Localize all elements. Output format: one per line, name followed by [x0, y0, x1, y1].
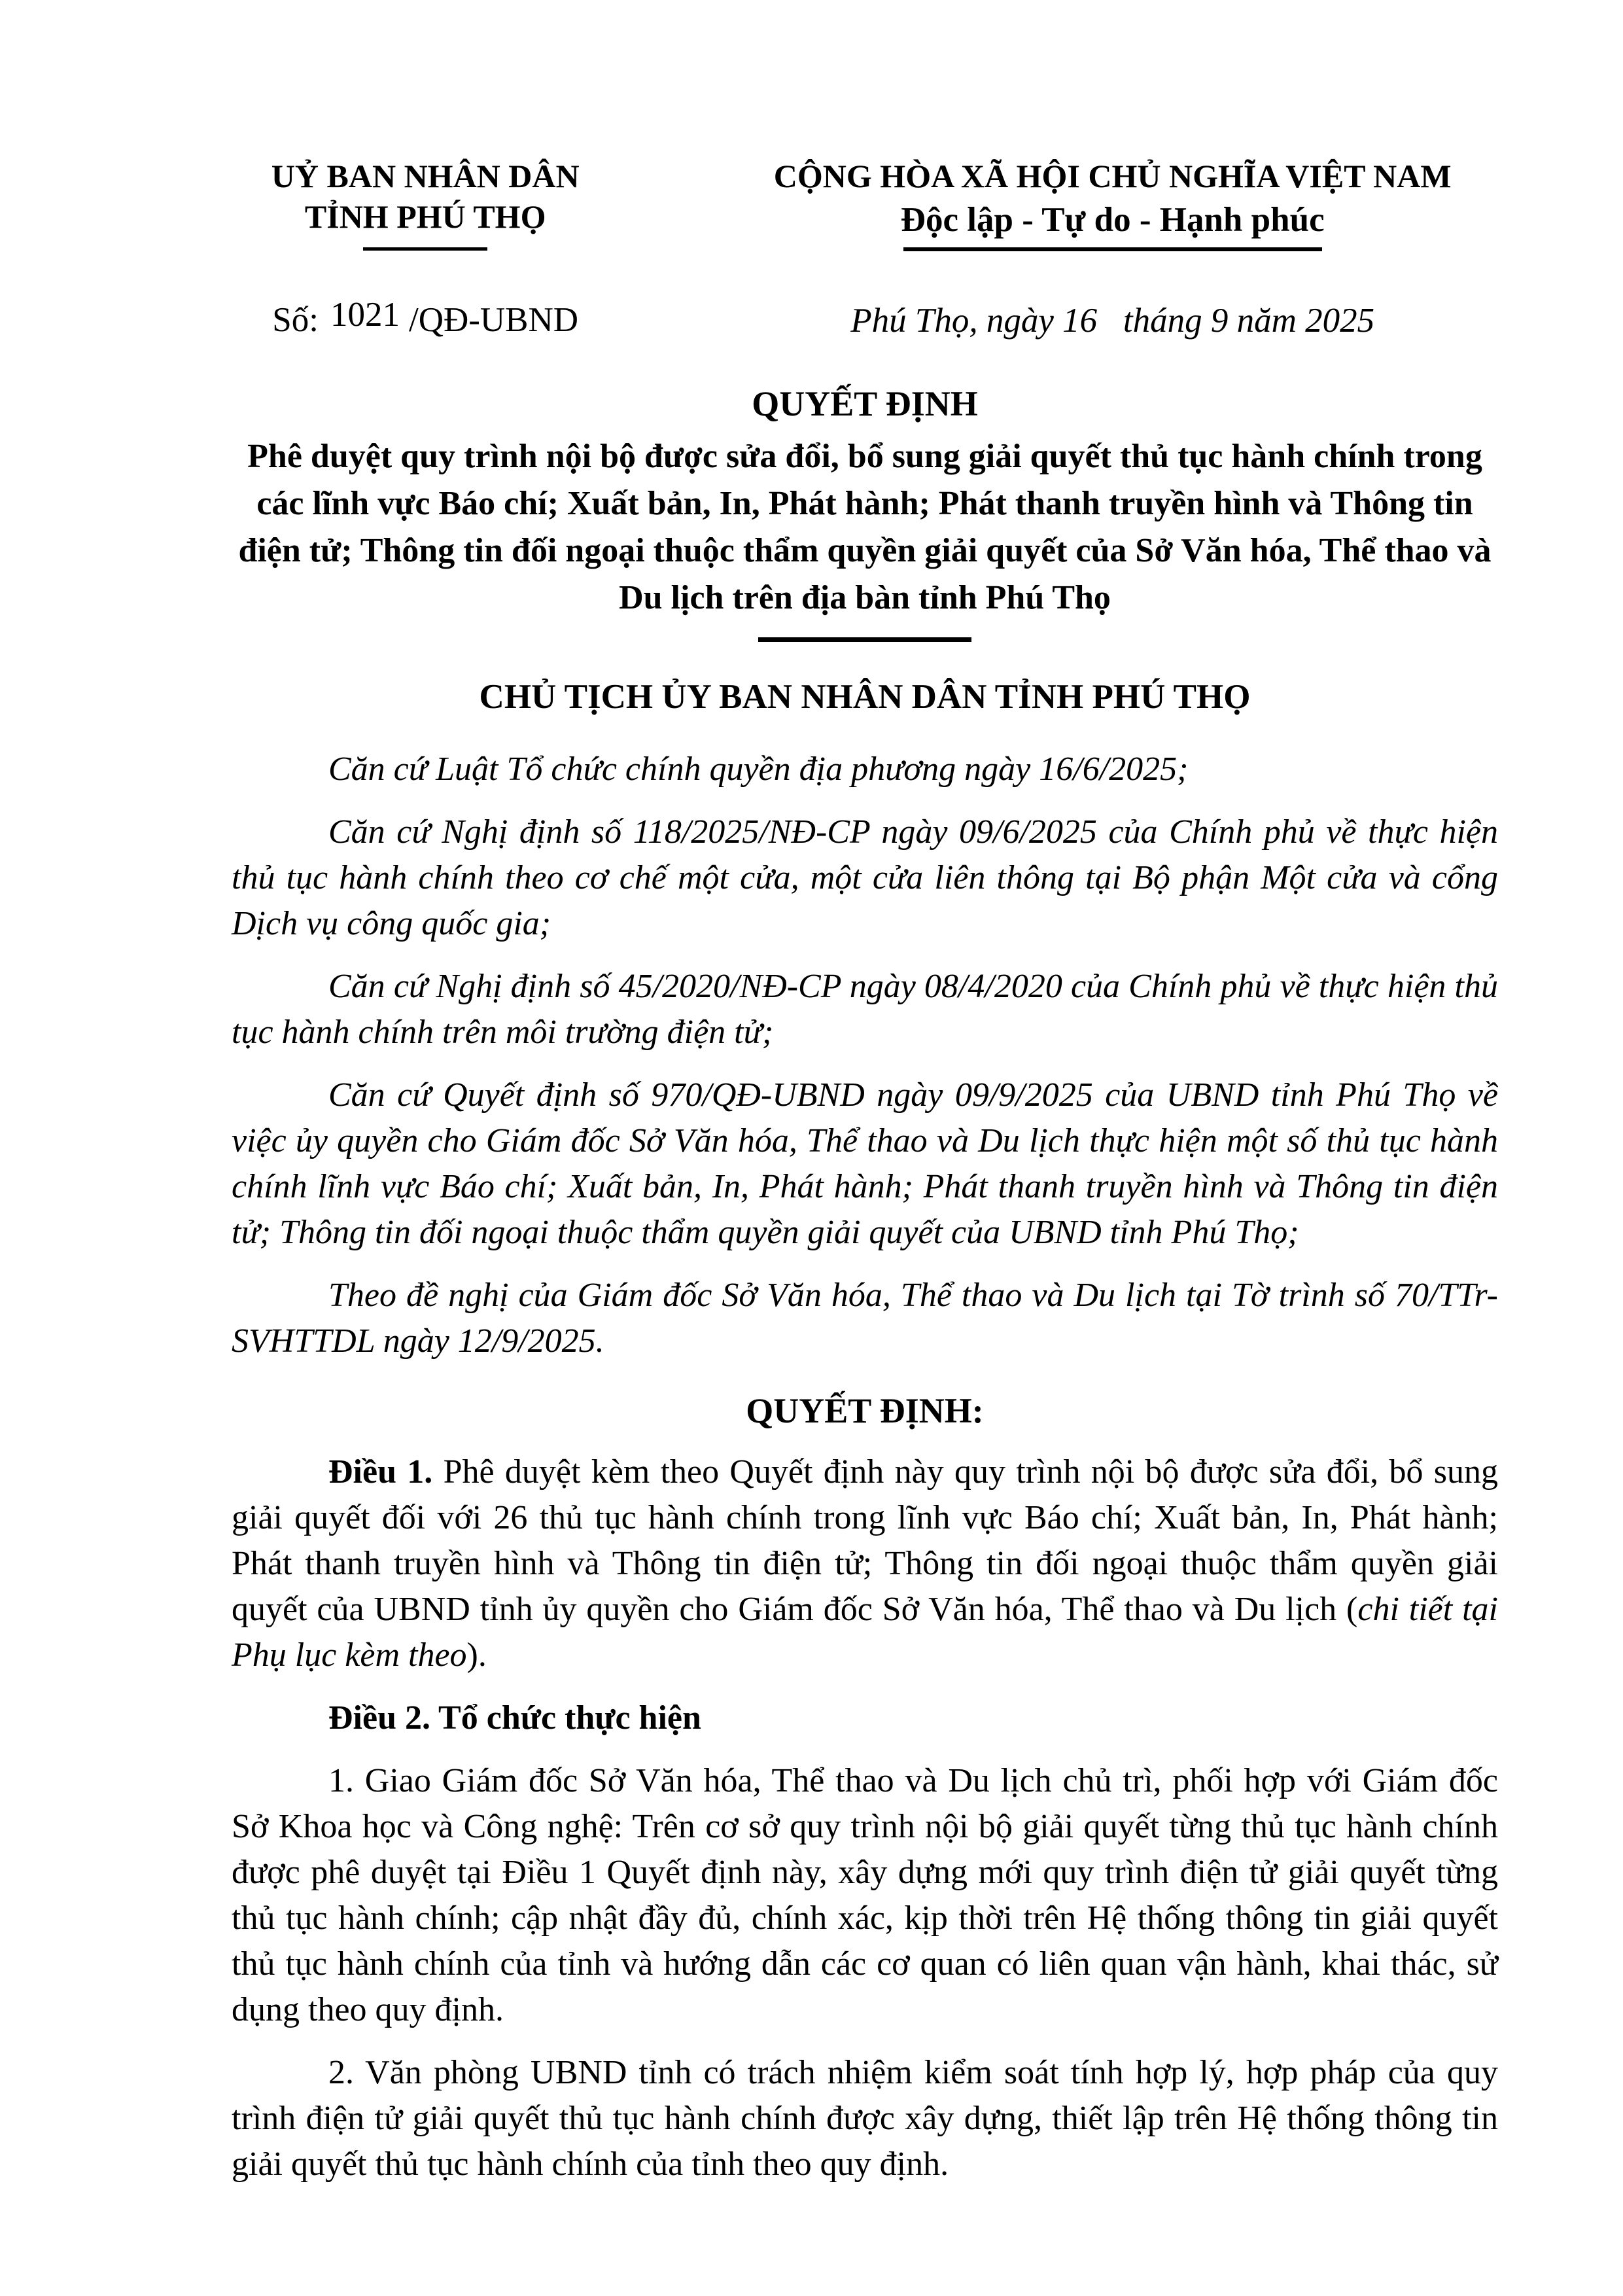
place-date-line: Phú Thọ, ngày 16 tháng 9 năm 2025 [850, 302, 1375, 340]
preamble-paragraph-2: Căn cứ Nghị định số 118/2025/NĐ-CP ngày 09/6/2025 của Chính phủ về thực hiện thủ tục hành chính theo cơ chế một cửa, một cửa liên thông tại Bộ phận Một cửa và cổng Dịch vụ công quốc gia; [232, 813, 1498, 942]
doc-number-value: 1021 [330, 296, 400, 334]
article2-heading: Điều 2. Tổ chức thực hiện [328, 1699, 701, 1737]
article2-clause-2: 2. Văn phòng UBND tỉnh có trách nhiệm kiểm soát tính hợp lý, hợp pháp của quy trình điện tử giải quyết thủ tục hành chính được xây dựng, thiết lập trên Hệ thống thông tin giải quyết thủ tục hành chính của tỉnh theo quy định. [232, 2054, 1498, 2183]
issuer-name-line1: UỶ BAN NHÂN DÂN [271, 158, 580, 194]
article1-label: Điều 1. [328, 1453, 433, 1491]
document-header [0, 0, 1623, 342]
preamble-paragraph-4: Căn cứ Quyết định số 970/QĐ-UBND ngày 09/9/2025 của UBND tỉnh Phú Thọ về việc ủy quyền cho Giám đốc Sở Văn hóa, Thể thao và Du lịch thực hiện một số thủ tục hành chính lĩnh vực Báo chí; Xuất bản, In, Phát hành; Phát thanh truyền hình và Thông tin điện tử; Thông tin đối ngoại thuộc thẩm quyền giải quyết của UBND tỉnh Phú Thọ; [232, 1076, 1498, 1251]
article1-paragraph [232, 1449, 1498, 1678]
article1-appendix-note: chi tiết tại Phụ lục kèm theo [232, 1591, 1498, 1674]
article1-text: Phê duyệt kèm theo Quyết định này quy trình nội bộ được sửa đổi, bổ sung giải quyết đối với 26 thủ tục hành chính trong lĩnh vực Báo chí; Xuất bản, In, Phát hành; Phát thanh truyền hình và Thông tin điện tử; Thông tin đối ngoại thuộc thẩm quyền giải quyết của UBND tỉnh ủy quyền cho Giám đốc Sở Văn hóa, Thể thao và Du lịch ( [232, 1453, 1499, 1628]
doc-number-label: Số: [272, 301, 319, 339]
document-subject: Phê duyệt quy trình nội bộ được sửa đổi, bổ sung giải quyết thủ tục hành chính trong các lĩnh vực Báo chí; Xuất bản, In, Phát hành; Phát thanh truyền hình và Thông tin điện tử; Thông tin đối ngoại thuộc thẩm quyền giải quyết của Sở Văn hóa, Thể thao và Du lịch trên địa bàn tỉnh Phú Thọ [238, 438, 1492, 616]
article2-clause-1: 1. Giao Giám đốc Sở Văn hóa, Thể thao và Du lịch chủ trì, phối hợp với Giám đốc Sở Khoa học và Công nghệ: Trên cơ sở quy trình nội bộ giải quyết từng thủ tục hành chính được phê duyệt tại Điều 1 Quyết định này, xây dựng mới quy trình điện tử giải quyết từng thủ tục hành chính; cập nhật đầy đủ, chính xác, kịp thời trên Hệ thống thông tin giải quyết thủ tục hành chính của tỉnh và hướng dẫn các cơ quan có liên quan vận hành, khai thác, sử dụng theo quy định. [232, 1762, 1498, 2028]
authority-heading: CHỦ TỊCH ỦY BAN NHÂN DÂN TỈNH PHÚ THỌ [479, 678, 1251, 716]
issuer-block [150, 156, 700, 342]
article1-closing: ). [466, 1636, 487, 1674]
motto-underline [903, 247, 1322, 251]
preamble-paragraph-5: Theo đề nghị của Giám đốc Sở Văn hóa, Thể thao và Du lịch tại Tờ trình số 70/TTr-SVHTTDL ngày 12/9/2025. [232, 1277, 1498, 1360]
doc-number-line [150, 296, 700, 341]
issuer-underline [363, 247, 487, 251]
document-type-title: QUYẾT ĐỊNH [752, 384, 978, 423]
national-name-line: CỘNG HÒA XÃ HỘI CHỦ NGHĨA VIỆT NAM [773, 158, 1452, 194]
title-rule [758, 637, 971, 642]
national-header-block [700, 156, 1525, 342]
preamble-paragraph-3: Căn cứ Nghị định số 45/2020/NĐ-CP ngày 08/4/2020 của Chính phủ về thực hiện thủ tục hành chính trên môi trường điện tử; [232, 968, 1498, 1051]
doc-number-suffix: /QĐ-UBND [408, 301, 579, 339]
preamble-paragraph-1: Căn cứ Luật Tổ chức chính quyền địa phương ngày 16/6/2025; [328, 751, 1189, 788]
document-body [232, 382, 1498, 2187]
national-motto-line: Độc lập - Tự do - Hạnh phúc [900, 201, 1325, 239]
decision-heading: QUYẾT ĐỊNH: [746, 1391, 984, 1430]
issuer-name-line2: TỈNH PHÚ THỌ [304, 198, 546, 235]
